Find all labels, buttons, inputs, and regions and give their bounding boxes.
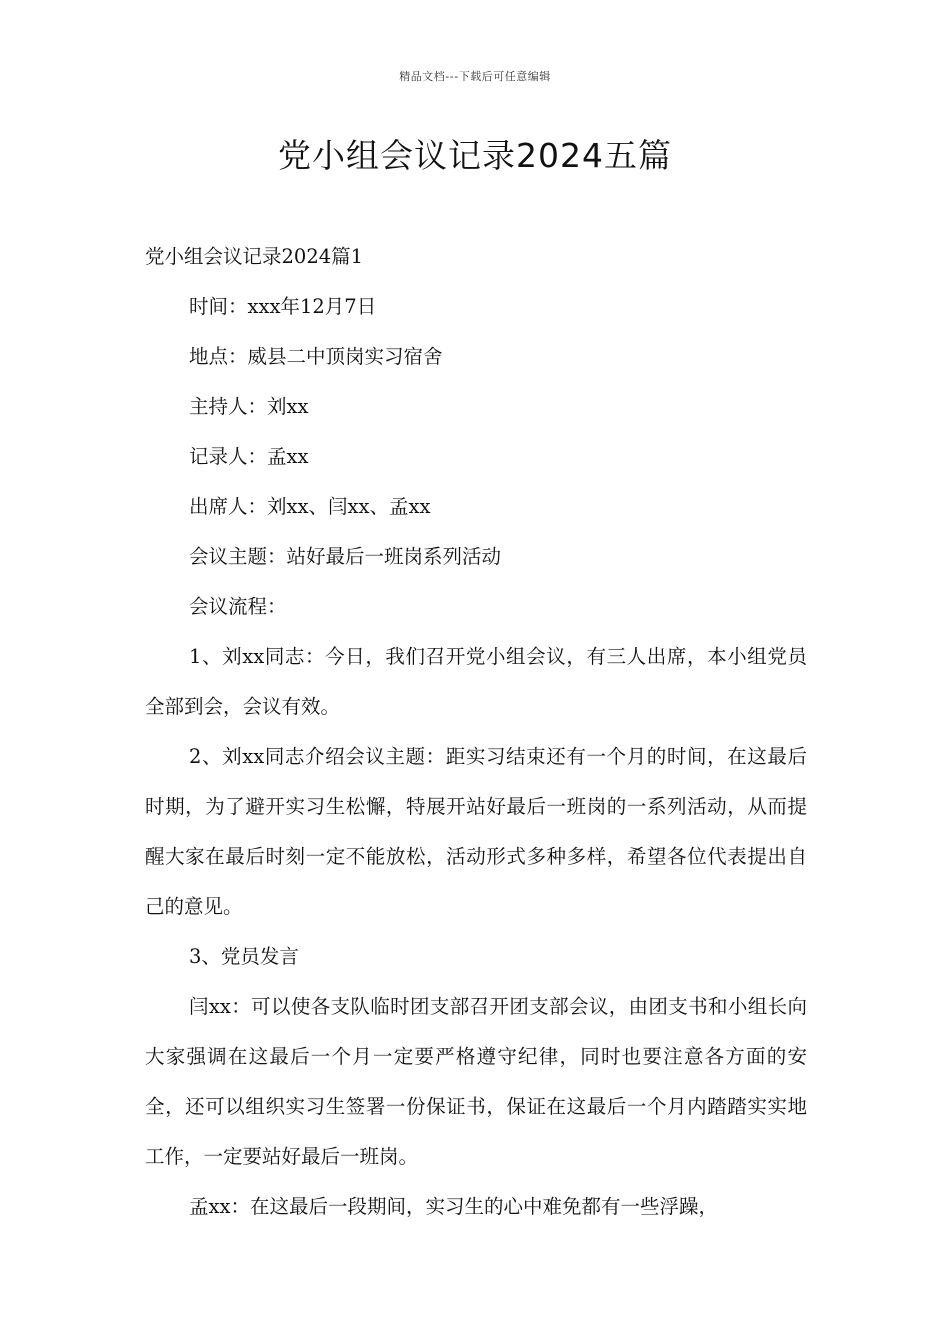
paragraph: 孟xx：在这最后一段期间，实习生的心中难免都有一些浮躁， (189, 1195, 718, 1218)
meeting-host: 主持人：刘xx (189, 395, 309, 418)
section-heading: 党小组会议记录2024篇1 (145, 245, 364, 268)
meeting-time: 时间：xxx年12月7日 (189, 295, 377, 318)
meeting-process-label: 会议流程： (189, 595, 287, 618)
document-title: 党小组会议记录2024五篇 (278, 136, 672, 175)
paragraph: 1、刘xx同志：今日，我们召开党小组会议，有三人出席，本小组党员全部到会，会议有效。 (145, 645, 807, 718)
meeting-recorder: 记录人：孟xx (189, 445, 309, 468)
meeting-topic: 会议主题：站好最后一班岗系列活动 (189, 545, 502, 568)
paragraph: 闫xx：可以使各支队临时团支部召开团支部会议，由团支书和小组长向大家强调在这最后一个月一定要严格遵守纪律，同时也要注意各方面的安全，还可以组织实习生签署一份保证书，保证在这最后一个月内踏踏实实地工作，一定要站好最后一班岗。 (145, 995, 807, 1168)
meeting-attendees: 出席人：刘xx、闫xx、孟xx (189, 495, 431, 518)
header-note: 精品文档---下载后可任意编辑 (399, 70, 551, 83)
document-body (145, 232, 807, 1232)
paragraph: 3、党员发言 (189, 945, 299, 968)
paragraph: 2、刘xx同志介绍会议主题：距实习结束还有一个月的时间，在这最后时期，为了避开实习生松懈，特展开站好最后一班岗的一系列活动，从而提醒大家在最后时刻一定不能放松，活动形式多种多样，希望各位代表提出自己的意见。 (145, 745, 807, 918)
meeting-place: 地点：威县二中顶岗实习宿舍 (189, 345, 443, 368)
